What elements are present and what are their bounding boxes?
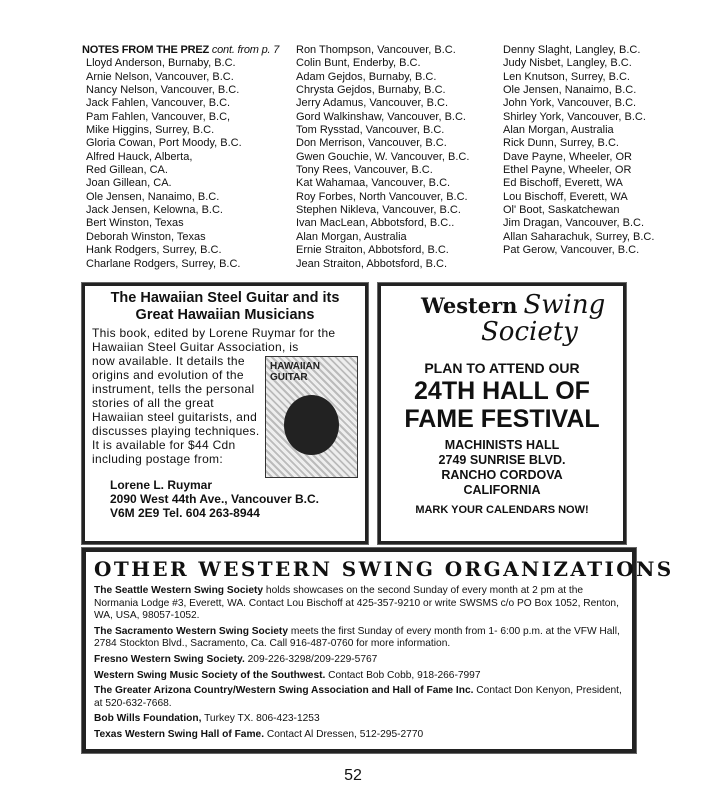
organization-details: Contact Al Dressen, 512-295-2770 — [264, 728, 424, 740]
organization-name: Bob Wills Foundation, — [94, 713, 202, 725]
organization-name: The Sacramento Western Swing Society — [94, 625, 288, 637]
ad-tagline: MARK YOUR CALENDARS NOW! — [415, 504, 589, 516]
venue-line: 2749 SUNRISE BLVD. — [438, 453, 566, 467]
venue-address — [381, 438, 623, 498]
organization-name: Fresno Western Swing Society. — [94, 653, 245, 665]
heading-title: NOTES FROM THE PREZ — [82, 44, 209, 56]
member-list-item: Ed Bischoff, Everett, WA — [503, 177, 623, 190]
member-list-item: Alan Morgan, Australia — [296, 230, 407, 243]
cover-illustration — [284, 395, 339, 455]
organization-details: 209-226-3298/209-229-5767 — [244, 653, 378, 665]
hawaiian-book-ad — [82, 283, 368, 544]
member-list-item: Alan Morgan, Australia — [503, 124, 614, 137]
member-list-item: Allan Saharachuk, Surrey, B.C. — [503, 230, 655, 243]
page-number: 52 — [344, 767, 362, 784]
member-list-item: Gwen Gouchie, W. Vancouver, B.C. — [296, 150, 470, 163]
member-list-item: Arnie Nelson, Vancouver, B.C. — [86, 70, 234, 83]
organization-entry — [94, 713, 624, 726]
member-list-item: Judy Nisbet, Langley, B.C. — [503, 57, 632, 70]
member-list-item: Len Knutson, Surrey, B.C. — [503, 70, 630, 83]
organization-entry — [94, 685, 624, 710]
member-list-item: Bert Winston, Texas — [86, 217, 184, 230]
ad-title-line: Great Hawaiian Musicians — [135, 307, 315, 323]
section-heading — [82, 44, 279, 57]
member-list-item: Charlane Rodgers, Surrey, B.C. — [86, 257, 241, 270]
member-list-item: Ron Thompson, Vancouver, B.C. — [296, 44, 456, 56]
member-list-item: Tom Rysstad, Vancouver, B.C. — [296, 124, 445, 137]
member-list-item: Stephen Nikleva, Vancouver, B.C. — [296, 204, 461, 217]
organization-name: Texas Western Swing Hall of Fame. — [94, 728, 265, 740]
member-list-item: Jim Dragan, Vancouver, B.C. — [503, 217, 645, 230]
venue-line: MACHINISTS HALL — [444, 438, 560, 452]
ad-body: This book, edited by Lorene Ruymar for the Hawaiian Steel Guitar Association, is — [92, 326, 336, 354]
organization-entry — [94, 729, 624, 742]
ad-body-cont: now available. It details the origins and evolution of the instrument, tells the personal stories of all the great Hawaiian steel guitarists, and discusses playing techniques. It is available for $44 Cdn including postage from: — [92, 354, 260, 466]
organization-name: The Greater Arizona Country/Western Swing Association and Hall of Fame Inc. — [94, 685, 474, 697]
ad-line: PLAN TO ATTEND OUR — [424, 360, 580, 376]
member-list-item: Adam Gejdos, Burnaby, B.C. — [296, 70, 437, 83]
organization-entry — [94, 626, 624, 651]
member-list-item: Pam Fahlen, Vancouver, B.C, — [86, 110, 231, 123]
member-list-item: Pat Gerow, Vancouver, B.C. — [503, 244, 640, 257]
hall-of-fame-festival-ad — [378, 283, 626, 544]
member-list-item: Tony Rees, Vancouver, B.C. — [296, 164, 433, 177]
member-list-item: Rick Dunn, Surrey, B.C. — [503, 137, 619, 150]
organization-name: Western Swing Music Society of the Southwest. — [94, 669, 326, 681]
member-list-item: Nancy Nelson, Vancouver, B.C. — [86, 84, 240, 97]
organization-details: meets the first Sunday of every month from 1- 6:00 p.m. at the VFW Hall, 2784 Stockton Blvd., Sacramento, Ca. Call 916-487-0760 for more information. — [94, 625, 620, 650]
western-swing-society-logo: Western Swing Society — [421, 290, 606, 347]
member-list-item: Lou Bischoff, Everett, WA — [503, 190, 628, 203]
member-list-item: Jean Straiton, Abbotsford, B.C. — [296, 257, 448, 270]
ad-headline: FAME FESTIVAL — [404, 405, 600, 433]
organization-details: Contact Don Kenyon, President, at 520-632-7668. — [94, 685, 622, 709]
member-list-item: Ernie Straiton, Abbotsford, B.C. — [296, 244, 449, 257]
member-list-item: Gord Walkinshaw, Vancouver, B.C. — [296, 110, 466, 123]
member-list-item: Shirley York, Vancouver, B.C. — [503, 110, 646, 123]
organization-entry — [94, 654, 624, 667]
organization-list — [94, 585, 624, 742]
member-column-2 — [296, 44, 469, 271]
contact-address — [110, 478, 358, 520]
organization-details: holds showcases on the second Sunday of every month at 2 pm at the Normania Lodge #3, Everett, WA. Contact Lou Bischoff at 425-357-9210 or write SWSMS c/o PO Box 1052, Renton, WA, USA, 98057-1052. — [94, 585, 619, 622]
member-list-item: Jack Fahlen, Vancouver, B.C. — [86, 97, 231, 110]
ad-title-line: The Hawaiian Steel Guitar and its — [110, 290, 340, 306]
other-organizations-box — [82, 548, 674, 753]
address-line: V6M 2E9 Tel. 604 263-8944 — [110, 506, 260, 520]
member-list-item: Deborah Winston, Texas — [86, 230, 206, 243]
member-list-item: Chrysta Gejdos, Burnaby, B.C. — [296, 84, 446, 97]
venue-line: CALIFORNIA — [463, 483, 541, 497]
member-list-item: John York, Vancouver, B.C. — [503, 97, 637, 110]
member-list-item: Red Gillean, CA. — [86, 164, 168, 177]
organization-entry — [94, 585, 624, 623]
member-list-item: Roy Forbes, North Vancouver, B.C. — [296, 190, 468, 203]
member-list-item: Ole Jensen, Nanaimo, B.C. — [503, 84, 637, 97]
member-list-item: Lloyd Anderson, Burnaby, B.C. — [86, 57, 236, 70]
member-list-item: Joan Gillean, CA. — [86, 177, 172, 190]
heading-continuation: cont. from p. 7 — [211, 44, 280, 56]
member-list-item: Kat Wahamaa, Vancouver, B.C. — [296, 177, 451, 190]
member-list-item: Ole Jensen, Nanaimo, B.C. — [86, 190, 220, 203]
member-list-item: Gloria Cowan, Port Moody, B.C. — [86, 137, 242, 150]
member-list-item: Hank Rodgers, Surrey, B.C. — [86, 244, 222, 257]
member-list-item: Jack Jensen, Kelowna, B.C. — [86, 204, 223, 217]
ad-headline: 24TH HALL OF — [414, 377, 590, 405]
member-list-item: Denny Slaght, Langley, B.C. — [503, 44, 641, 56]
box-title: OTHER WESTERN SWING ORGANIZATIONS — [94, 557, 674, 581]
member-list-item: Don Merrison, Vancouver, B.C. — [296, 137, 447, 150]
venue-line: RANCHO CORDOVA — [441, 468, 563, 482]
address-line: 2090 West 44th Ave., Vancouver B.C. — [110, 492, 319, 506]
book-cover-image — [265, 356, 358, 478]
organization-name: The Seattle Western Swing Society — [94, 585, 264, 596]
member-list-item: Alfred Hauck, Alberta, — [86, 150, 193, 163]
member-list-item: Ol' Boot, Saskatchewan — [503, 204, 620, 217]
organization-details: Contact Bob Cobb, 918-266-7997 — [325, 669, 481, 681]
member-list-item: Ethel Payne, Wheeler, OR — [503, 164, 632, 177]
ad-title — [92, 290, 358, 324]
organization-details: Turkey TX. 806-423-1253 — [201, 713, 320, 725]
member-column-3 — [503, 44, 654, 258]
organization-entry — [94, 670, 624, 683]
cover-title: HAWAIIAN GUITAR — [270, 361, 320, 383]
address-line: Lorene L. Ruymar — [110, 478, 213, 492]
member-list-item: Jerry Adamus, Vancouver, B.C. — [296, 97, 449, 110]
member-list-item: Ivan MacLean, Abbotsford, B.C.. — [296, 217, 455, 230]
member-column-1 — [82, 44, 280, 271]
member-list-item: Colin Bunt, Enderby, B.C. — [296, 57, 421, 70]
member-list-item: Dave Payne, Wheeler, OR — [503, 150, 633, 163]
member-list-item: Mike Higgins, Surrey, B.C. — [86, 124, 215, 137]
